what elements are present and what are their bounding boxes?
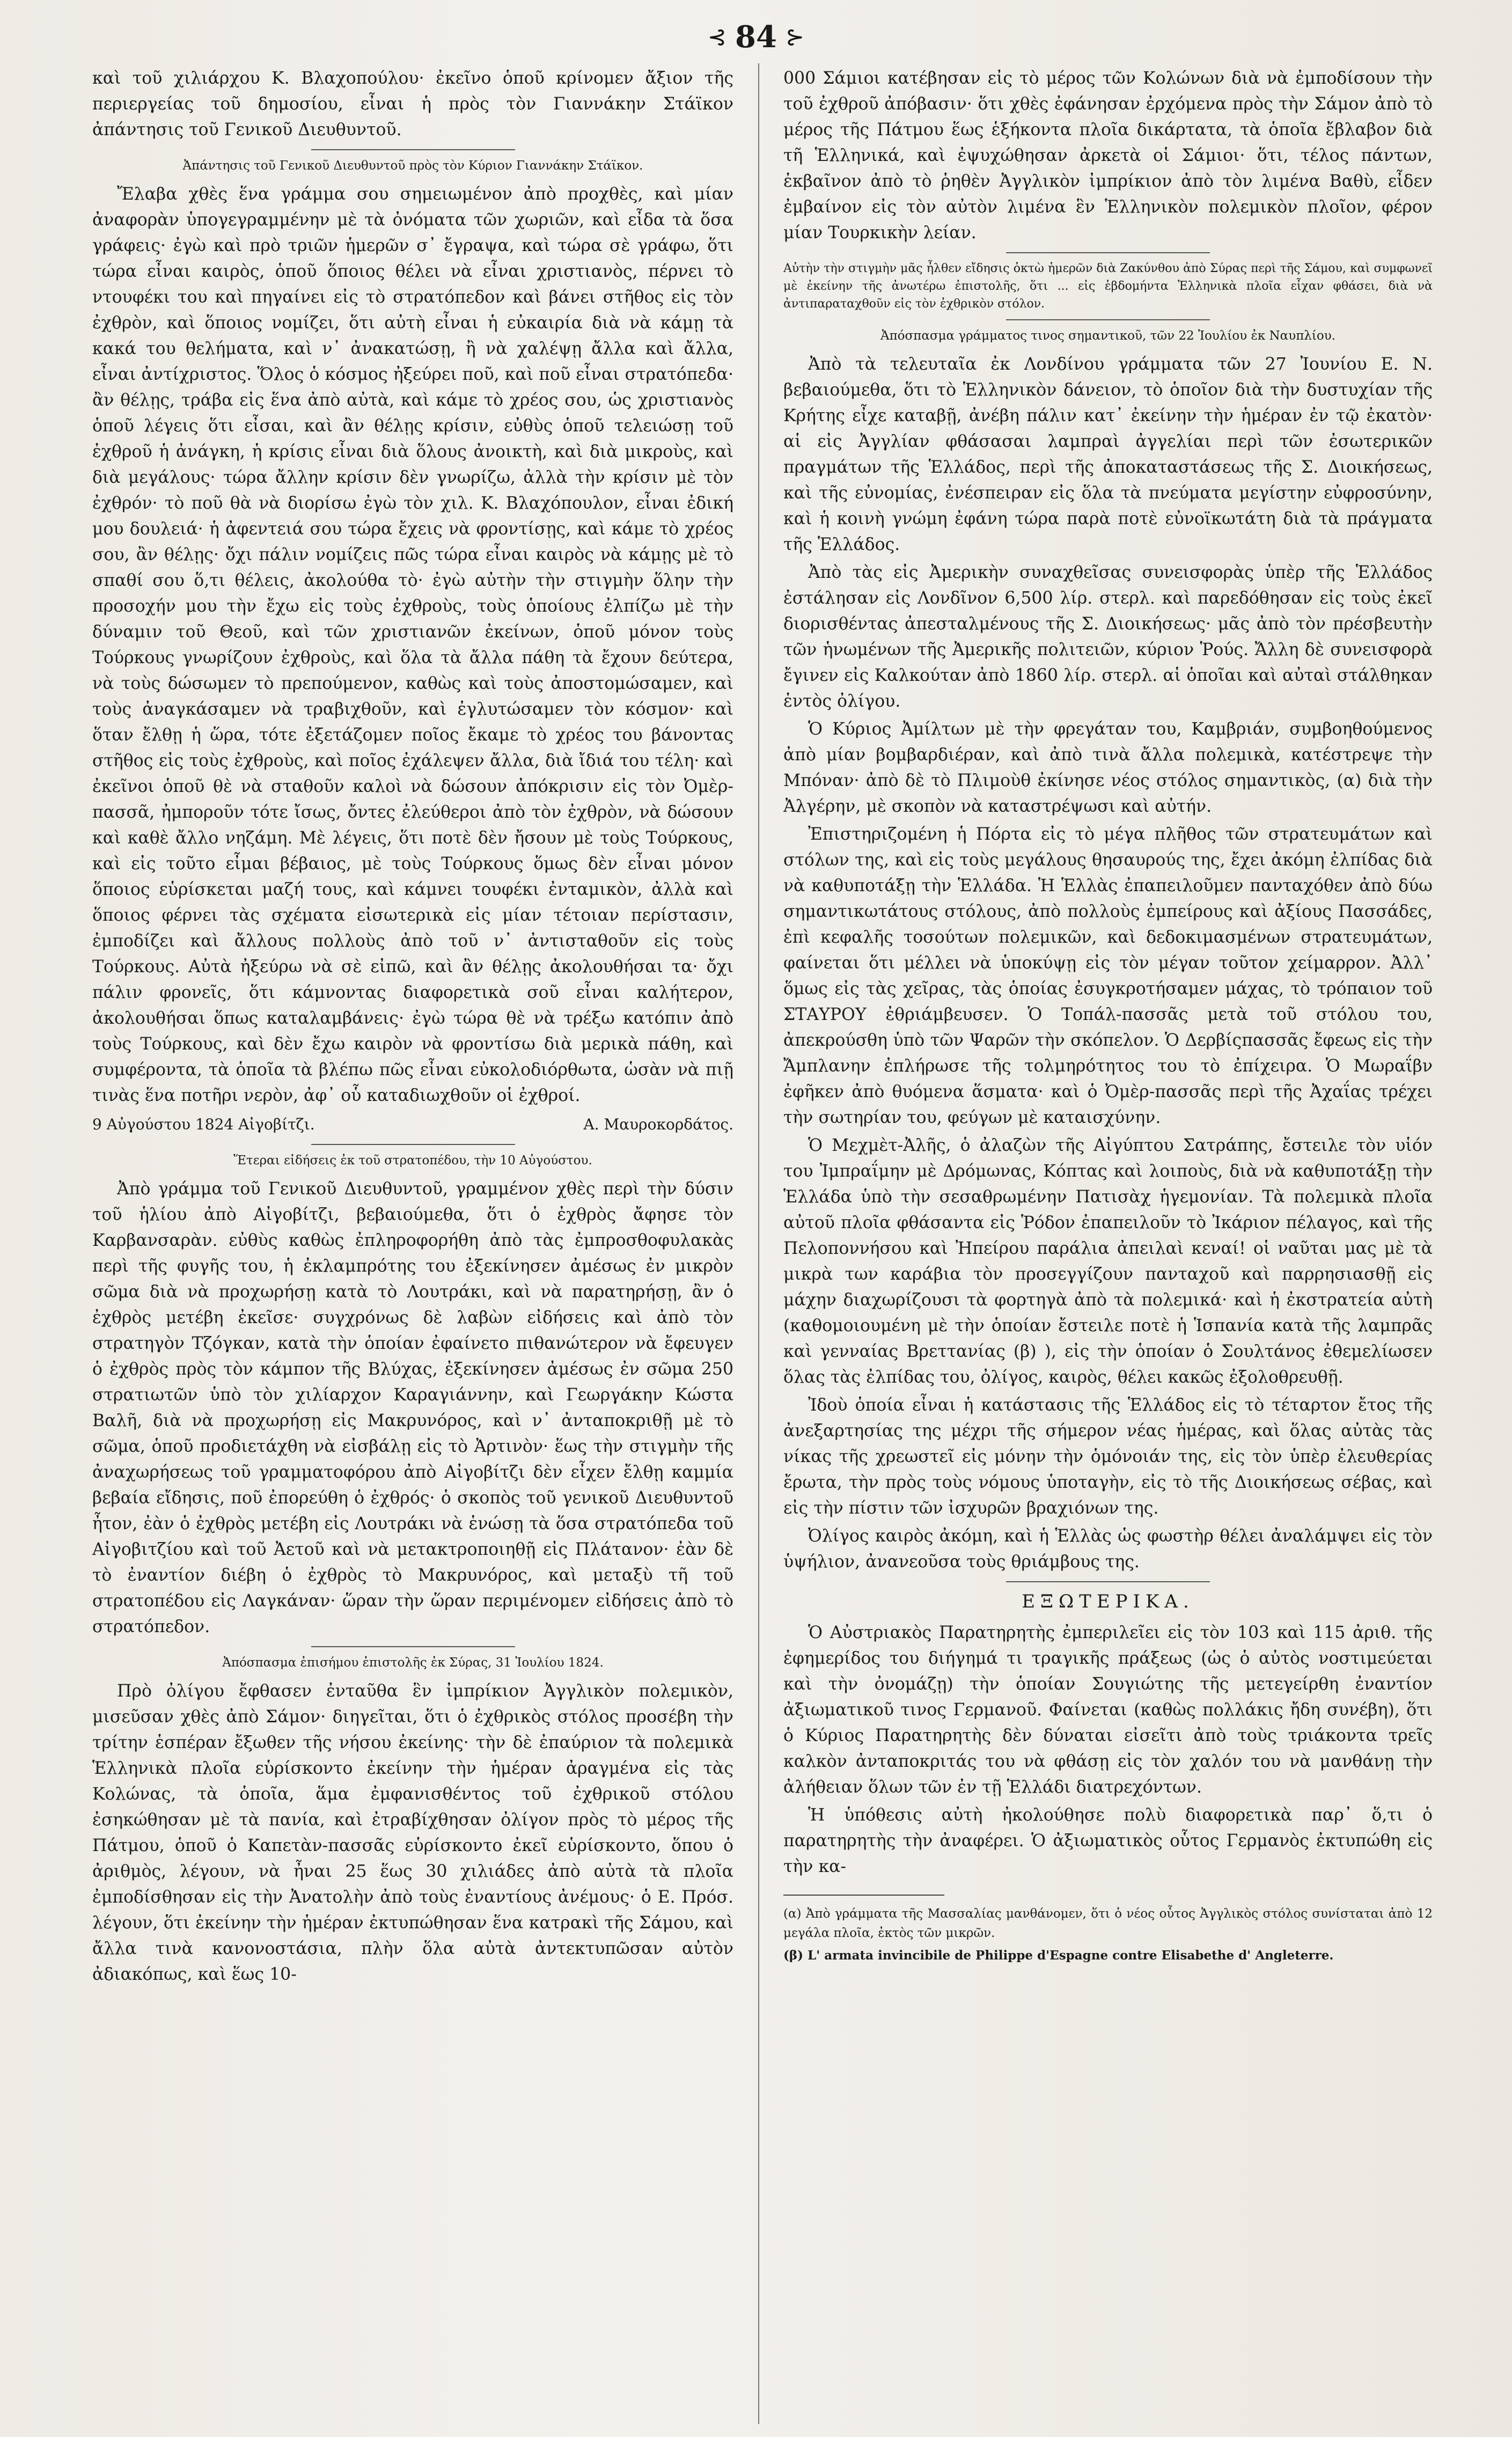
section-caption: Ἀπόσπασμα γράμματος τινος σημαντικοῦ, τῶν 22 Ἰουλίου ἐκ Ναυπλίου. bbox=[880, 329, 1336, 343]
section-rule bbox=[311, 1144, 515, 1145]
paragraph: Ὁ Μεχμὲτ-Ἀλῆς, ὁ ἀλαζὼν τῆς Αἰγύπτου Σατράπης, ἔστειλε τὸν υἱόν του Ἰμπραΐμην μὲ Δρόμωνας, Κόπτας καὶ λοιποὺς, διὰ νὰ καθυποτάξῃ τὴν Ἑλλάδα ὑπὸ τὴν σεσαθρωμένην Πατισὰχ ἡγεμονίαν. Τὰ πολεμικὰ πλοῖα αὐτοῦ πλοῖα φθάσαντα εἰς Ῥόδον ἐπαπειλοῦν τὸ Ἰκάριον πέλαγος, καὶ τῆς Πελοποννήσου καὶ Ἠπείρου παράλια ἀπειλαὶ κεναί! οἱ ναῦται μας μὲ τὰ μικρὰ των καράβια τὸν προσεγγίζουν πανταχοῦ καὶ παρρησιασθῇ εἰς μάχην διαχωρίζουσι τὰ φορτηγὰ ἀπὸ τὰ πολεμικά· καὶ ἡ ἐκστρατεία αὐτὴ (καθομοιουμένη μὲ τὴν ὁποίαν ἔστειλε ποτὲ ἡ Ἱσπανία κατὰ τῆς λαμπρᾶς καὶ γενναίας Βρεττανίας (β) ), εἰς τὴν ὁποίαν ὁ Σουλτάνος ἐθεμελίωσεν ὅλας τὰς ἐλπίδας του, ὀλίγος, καιρὸς, θέλει κακῶς ἐξολοθρευθῇ. bbox=[783, 1136, 1433, 1387]
section-rule bbox=[311, 1646, 515, 1647]
footnote-b bbox=[783, 1946, 1433, 1965]
paragraph: Ὁ Αὐστριακὸς Παρατηρητὴς ἐμπεριλεῖει εἰς τὸν 103 καὶ 115 ἀριθ. τῆς ἐφημερίδος του διήγημά τι τραγικῆς πράξεως (ὡς ὁ αὐτὸς νοστιμεύεται καὶ τὴν ὀνομάζῃ) τὴν ὁποίαν Σουγιώτης τῆς μετεγείρθη ἐναντίον ἀξιωματικοῦ τινος Γερμανοῦ. Φαίνεται (καθὼς πολλάκις ἤδη συνέβη), ὅτι ὁ Κύριος Παρατηρητὴς δὲν δύναται εἰσεῖτι ἀπὸ τοὺς τριάκοντα τρεῖς καλκὸν ἀνταποκριτάς του νὰ φθάσῃ εἰς τὸν χαλόν του νὰ μανθάνῃ τὴν ἀλήθειαν ὅλων τῶν ἐν τῇ Ἑλλάδι διατρεχόντων. bbox=[783, 1623, 1433, 1797]
section-caption: Ἀπόσπασμα ἐπισήμου ἐπιστολῆς ἐκ Σύρας, 31 Ἰουλίου 1824. bbox=[222, 1656, 604, 1670]
signature-line bbox=[92, 1112, 733, 1137]
signature-name: Α. Μαυροκορδάτος. bbox=[583, 1115, 733, 1133]
left-column bbox=[92, 65, 733, 2416]
right-column bbox=[783, 65, 1433, 2416]
signature-date: 9 Αὐγούστου 1824 Αἰγοβίτζι. bbox=[92, 1115, 315, 1133]
footnote-b-text: L' armata invincibile de Philippe d'Espagne contre Elisabethe d' Angleterre. bbox=[808, 1948, 1334, 1963]
paragraph: Πρὸ ὀλίγου ἔφθασεν ἐνταῦθα ἓν ἰμπρίκιον Ἀγγλικὸν πολεμικὸν, μισεῦσαν χθὲς ἀπὸ Σάμον· διηγεῖται, ὅτι ὁ ἐχθρικὸς στόλος προσέβη τὴν τρίτην ἑσπέραν ἔξωθεν τῆς νήσου ἐκείνης· τὴν δὲ ἐπαύριον τὰ πολεμικὰ Ἑλληνικὰ πλοῖα εὑρίσκοντο ἐκείνην τὴν ἡμέραν ἀραγμένα εἰς τὰς Κολώνας, τὰ ὁποῖα, ἅμα ἐμφανισθέντος τοῦ ἐχθρικοῦ στόλου ἐσηκώθησαν μὲ τὰ πανία, καὶ ἐτραβίχθησαν ὀλίγον πρὸς τὸ μέρος τῆς Πάτμου, ὁποῦ ὁ Καπετὰν-πασσᾶς εὑρίσκοντο ἐκεῖ εὑρίσκοντο, ὅπου ὁ ἀριθμὸς, λέγουν, νὰ ἦναι 25 ἕως 30 χιλιάδες ἀπὸ αὐτὰ τὰ πλοῖα ἐμποδίσθησαν εἰς τὴν Ἀνατολὴν ἀπὸ τοὺς ἐναντίους ἀνέμους· ὁ Ε. Πρόσ. λέγουν, ὅτι ἐκείνην τὴν ἡμέραν ἐκτυπώθησαν ἕνα κατρακὶ τῆς Σάμου, καὶ ἄλλα τινὰ κανονοστάσια, πλὴν ὅλα αὐτὰ ἀντεκτυπῶσαν αὐτὸν ἀδιακόπως, καὶ ἕως 10- bbox=[92, 1682, 733, 1984]
column-divider bbox=[758, 63, 759, 2424]
section-caption: Ἕτεραι εἰδήσεις ἐκ τοῦ στρατοπέδου, τὴν 10 Αὐγούστου. bbox=[233, 1154, 592, 1168]
section-rule bbox=[1006, 252, 1210, 253]
paragraph: Ἀπὸ τὰ τελευταῖα ἐκ Λονδίνου γράμματα τῶν 27 Ἰουνίου Ε. Ν. βεβαιούμεθα, ὅτι τὸ Ἑλληνικὸν δάνειον, τὸ ὁποῖον διὰ τὴν δυστυχίαν τῆς Κρήτης εἶχε καταβῇ, ἀνέβη πάλιν κατ᾽ ἐκείνην τὴν ἡμέραν ἐν τῷ ἐκατὸν· αἱ εἰς Ἀγγλίαν φθάσασαι λαμπραὶ ἀγγελίαι περὶ τῶν ἐσωτερικῶν πραγμάτων τῆς Ἑλλάδος, περὶ τῆς ἀποκαταστάσεως τῆς Σ. Διοικήσεως, καὶ τῆς εὐνομίας, ἐνέσπειραν εἰς ὅλα τὰ πνεύματα μεγίστην εὐφροσύνην, καὶ ἡ κοινὴ γνώμη ἐφάνη τώρα παρὰ ποτὲ εὐνοϊκωτάτη διὰ τὰ πράγματα τῆς Ἑλλάδος. bbox=[783, 355, 1433, 554]
section-rule bbox=[311, 149, 515, 150]
section-caption: Ἀπάντησις τοῦ Γενικοῦ Διευθυντοῦ πρὸς τὸν Κύριον Γιαννάκην Στάϊκον. bbox=[182, 159, 643, 173]
footnote-rule bbox=[783, 1895, 944, 1896]
page-number: 84 bbox=[735, 19, 777, 55]
page-header bbox=[0, 18, 1512, 56]
footnote-a: (α) Ἀπὸ γράμματα τῆς Μασσαλίας μανθάνομεν, ὅτι ὁ νέος οὗτος Ἀγγλικὸς στόλος συνίσταται ἀπὸ 12 μεγάλα πλοῖα, ἐκτὸς τῶν μικρῶν. bbox=[783, 1907, 1433, 1940]
news-note: Αὐτὴν τὴν στιγμὴν μᾶς ἦλθεν εἴδησις ὀκτὼ ἡμερῶν διὰ Ζακύνθου ἀπὸ Σύρας περὶ τῆς Σάμου, καὶ συμφωνεῖ μὲ ἐκείνην τῆς ἀνωτέρω ἐπιστολῆς, ὅτι ... εἰς ἑβδομήντα Ἑλληνικὰ πλοῖα εἶχαν φθάσει, διὰ νὰ ἀντιπαραταχθοῦν εἰς τὸν ἐχθρικὸν στόλον. bbox=[783, 262, 1433, 311]
paragraph: Ἐπιστηριζομένη ἡ Πόρτα εἰς τὸ μέγα πλῆθος τῶν στρατευμάτων καὶ στόλων της, καὶ εἰς τοὺς μεγάλους θησαυρούς της, ἔχει ἀκόμη ἐλπίδας διὰ νὰ καθυποτάξῃ τὴν Ἑλλάδα. Ἡ Ἑλλὰς ἐπαπειλοῦμεν πανταχόθεν ἀπὸ δύω σημαντικωτάτους στόλους, ἀπὸ πολλοὺς ἐμπείρους καὶ ἀξίους Πασσάδες, ἐπὶ κεφαλῆς τοσούτων πολεμικῶν, καὶ δεδοκιμασμένων στρατευμάτων, φαίνεται ὅτι μέλλει νὰ ὑποκύψῃ εἰς τὸν μέγαν τοῦτον χείμαρρον. Ἀλλ᾽ ὅμως εἰς τὰς χεῖρας, τὰς ὁποίας ἐσυγκροτήσαμεν μάχας, τὸ τρόπαιον τοῦ ΣΤΑΥΡΟΥ ἐθριάμβευσεν. Ὁ Τοπάλ-πασσᾶς μετὰ τοῦ στόλου του, ἀπεκρούσθη ὑπὸ τῶν Ψαρῶν τὴν σκόπελον. Ὁ Δερβίςπασσᾶς ἔφεως εἰς τὴν Ἄμπλανην ἐπλήρωσε τῆς τολμηρότητος του τὸ ἐπίχειρα. Ὁ Μωραΐβν ἐφῆκεν ἀπὸ θυόμενα ἅσματα· καὶ ὁ Ὀμὲρ-πασσᾶς περὶ τῆς Ἀχαΐας τρέχει τὴν σωτηρίαν του, φεύγων μὲ καταισχύνην. bbox=[783, 825, 1433, 1127]
paragraph: Ἡ ὑπόθεσις αὐτὴ ἠκολούθησε πολὺ διαφορετικὰ παρ᾽ ὅ,τι ὁ παρατηρητὴς τὴν ἀναφέρει. Ὁ ἀξιωματικὸς οὗτος Γερμανὸς ἐκτυπώθη εἰς τὴν κα- bbox=[783, 1805, 1433, 1876]
paragraph: 000 Σάμιοι κατέβησαν εἰς τὸ μέρος τῶν Κολώνων διὰ νὰ ἐμποδίσουν τὴν τοῦ ἐχθροῦ ἀπόβασιν· ὅτι χθὲς ἐφάνησαν ἐρχόμενα πρὸς τὴν Σάμον ἀπὸ τὸ μέρος τῆς Πάτμου ἕως ἑξήκοντα πλοῖα δικάρτατα, τὰ ὁποῖα ἔβλαβον διὰ τῆ Ἑλληνικά, καὶ ἐψυχώθησαν ἀρκετὰ οἱ Σάμιοι· ὅτι, τέλος πάντων, ἐκβαῖνον ἀπὸ τὸ ῥηθὲν Ἀγγλικὸν ἰμπρίκιον ἀπὸ τὸν λιμένα Βαθὺ, εἶδεν ἐμβαίνον εἰς τὸν αὐτὸν λιμένα ἓν Ἑλληνικὸν πολεμικὸν πλοῖον, φέρον μίαν Τουρκικὴν λείαν. bbox=[783, 69, 1433, 243]
section-rule bbox=[1006, 1581, 1210, 1582]
paragraph: Ἀπὸ γράμμα τοῦ Γενικοῦ Διευθυντοῦ, γραμμένον χθὲς περὶ τὴν δύσιν τοῦ ἡλίου ἀπὸ Αἰγοβίτζι, βεβαιούμεθα, ὅτι ὁ ἐχθρὸς ἄφησε τὸν Καρβανσαρὰν. εὐθὺς καθὼς ἐπληροφορήθη ἀπὸ τὰς ἐμπροσθοφυλακὰς περὶ τῆς φυγῆς του, ἡ ἐκλαμπρότης του ἐξεκίνησεν ἀμέσως ἐν μικρὸν σῶμα διὰ νὰ προχωρήσῃ κατὰ τὸ Λουτράκι, καὶ νὰ παρατηρήσῃ, ἂν ὁ ἐχθρὸς μετέβη ἐκεῖσε· συγχρόνως δὲ λαβὼν εἰδήσεις καὶ ἀπὸ τὸν στρατηγὸν Τζόγκαν, κατὰ τὴν ὁποίαν ἐφαίνετο πιθανώτερον νὰ ἔφευγεν ὁ ἐχθρὸς πρὸς τὸν κάμπον τῆς Βλύχας, ἐξεκίνησεν ἀμέσως ἐν σῶμα 250 στρατιωτῶν ὑπὸ τὸν χιλίαρχον Καραγιάννην, καὶ Γεωργάκην Κώστα Βαλῆ, διὰ νὰ προχωρήσῃ εἰς Μακρυνόρος, καὶ ν᾽ ἀνταποκριθῇ μὲ τὸ σῶμα, ὁποῦ προδιετάχθη νὰ εἰσβάλῃ εἰς τὸ Ἀρτινὸν· ἕως τὴν στιγμὴν τῆς ἀναχωρήσεως τοῦ γραμματοφόρου ἀπὸ Αἰγοβίτζι δὲν εἶχεν ἔλθῃ καμμία βεβαία εἴδησις, ποῦ ἐπορεύθη ὁ ἐχθρός· ὁ σκοπὸς τοῦ γενικοῦ Διευθυντοῦ ἦτον, ἐὰν ὁ ἐχθρὸς μετέβη εἰς Λουτράκι νὰ ἑνώσῃ τὰ ὅσα στρατόπεδα τοῦ Αἰγοβιτζίου καὶ τοῦ Ἀετοῦ καὶ νὰ μετακτροποιηθῇ εἰς Πλάτανον· ἐὰν δὲ τὸ ἐναντίον διέβη ὁ ἐχθρὸς τὸ Μακρυνόρος, καὶ μεταξὺ τῆ τοῦ στρατοπέδου εἰς Λαγκάναν· ὥραν τὴν ὥραν περιμένομεν εἰδήσεις ἀπὸ τὸ στρατόπεδον. bbox=[92, 1179, 733, 1636]
paragraph: Ὀλίγος καιρὸς ἀκόμη, καὶ ἡ Ἑλλὰς ὡς φωστὴρ θέλει ἀναλάμψει εἰς τὸν ὑψήλιον, ἀνανεοῦσα τοὺς θριάμβους της. bbox=[783, 1526, 1433, 1572]
paragraph: Ὁ Κύριος Ἀμίλτων μὲ τὴν φρεγάταν του, Καμβριάν, συμβοηθούμενος ἀπὸ μίαν βομβαρδιέραν, καὶ ἀπὸ τινὰ ἄλλα πολεμικὰ, κατέστρεψε τὴν Μπόναν· ἀπὸ δὲ τὸ Πλιμοὺθ ἐκίνησε νέος στόλος σημαντικὸς, (α) διὰ τὴν Ἀλγέρην, μὲ σκοπὸν νὰ καταστρέψωσι καὶ αὐτήν. bbox=[783, 720, 1433, 816]
section-heading: ΕΞΩΤΕΡΙΚΑ. bbox=[1022, 1591, 1194, 1612]
paragraph: καὶ τοῦ χιλιάρχου Κ. Βλαχοπούλου· ἐκεῖνο ὁποῦ κρίνομεν ἄξιον τῆς περιεργείας τοῦ δημοσίου, εἶναι ἡ πρὸς τὸν Γιαννάκην Στάϊκον ἀπάντησις τοῦ Γενικοῦ Διευθυντοῦ. bbox=[92, 69, 733, 140]
paragraph: Ἀπὸ τὰς εἰς Ἀμερικὴν συναχθεῖσας συνεισφορὰς ὑπὲρ τῆς Ἑλλάδος ἐστάλησαν εἰς Λονδῖνον 6,500 λίρ. στερλ. καὶ παρεδόθησαν εἰς τοὺς ἐκεῖ διορισθέντας ἀπεσταλμένους τῆς Σ. Διοικήσεως· μᾶς ἀπὸ τὸν πρέσβευτὴν τῶν ἡνωμένων τῆς Ἀμερικῆς πολιτειῶν, κύριον Ῥούς. Ἄλλη δὲ συνεισφορὰ ἔγινεν εἰς Καλκούταν ἀπὸ 1860 λίρ. στερλ. αἱ ὁποῖαι καὶ αὐταὶ στάλθηκαν ἐντὸς ὀλίγου. bbox=[783, 563, 1433, 711]
ornament-left-icon: ⊰ bbox=[707, 24, 727, 50]
paragraph: Ἔλαβα χθὲς ἕνα γράμμα σου σημειωμένον ἀπὸ προχθὲς, καὶ μίαν ἀναφορὰν ὑπογεγραμμένην μὲ τὰ ὀνόματα τῶν χωριῶν, καὶ εἶδα τὰ ὅσα γράφεις· ἐγὼ καὶ πρὸ τριῶν ἡμερῶν σ᾽ ἔγραψα, καὶ τώρα σὲ γράφω, ὅτι τώρα εἶναι καιρὸς, ὁποῦ ὅποιος θέλει νὰ εἶναι χριστιανὸς, πέρνει τὸ ντουφέκι του καὶ πηγαίνει εἰς τὸ στρατόπεδον καὶ βάνει στῆθος εἰς τὸν ἐχθρὸν, καὶ ὅποιος νομίζει, ὅτι αὐτὴ εἶναι ἡ εὐκαιρία διὰ νὰ κάμῃ τὰ κακά του θελήματα, καὶ ν᾽ ἀνακατώσῃ, ἢ νὰ χαλέψῃ ἄλλα καὶ ἄλλα, εἶναι ἀντίχριστος. Ὅλος ὁ κόσμος ἠξεύρει ποῦ, καὶ ποῦ εἶναι στρατόπεδα· ἂν θέλῃς, τράβα εἰς ἕνα ἀπὸ αὐτὰ, καὶ κάμε τὸ χρέος σου, ὡς χριστιανὸς ὁποῦ λέγεις ὅτι εἶσαι, καὶ ἂν θέλῃς κρίσιν, εὐθὺς ὁποῦ τελειώσῃ τοῦ ἐχθροῦ ἡ ἀνάγκη, ἡ κρίσις εἶναι διὰ ὅλους ἀνοικτὴ, καὶ διὰ μικροὺς, καὶ διὰ μεγάλους· τώρα ἄλλην κρίσιν δὲν γνωρίζω, ἀλλὰ τὴν κρίσιν μὲ τὸν ἐχθρόν· τὸ ποῦ θὰ νὰ διορίσω ἐγὼ τὸν χιλ. Κ. Βλαχόπουλον, εἶναι ἐδική μου δουλειά· ἡ ἀφεντειά σου τώρα ἔχεις νὰ φροντίσῃς, καὶ κάμε τὸ χρέος σου, ἂν θέλῃς· ὄχι πάλιν νομίζεις πῶς τώρα εἶναι καιρὸς νὰ κάμῃς μὲ τὸ σπαθί σου ὅ,τι θέλεις, ἀκολούθα τὸ· ἐγὼ αὐτὴν τὴν στιγμὴν ὅλην τὴν προσοχήν μου τὴν ἔχω εἰς τοὺς ἐχθροὺς, τοὺς ὁποίους ἐλπίζω μὲ τὴν δύναμιν τοῦ Θεοῦ, καὶ τῶν χριστιανῶν ἐκείνων, ὁποῦ μόνον τοὺς Τούρκους γνωρίζουν ἐχθροὺς, καὶ ὅλα τὰ ἄλλα πάθη τὰ ἔχουν δεύτερα, νὰ τοὺς δώσωμεν τὸ πρεπούμενον, καθὼς καὶ τοὺς ἀποστομώσαμεν, καὶ τοὺς ἀναγκάσαμεν νὰ τραβιχθοῦν, καὶ ἐγλυτώσαμεν τὸν κόσμον· καὶ ὅταν ἔλθῃ ἡ ὥρα, τότε ἐξετάζομεν ποῖος ἔκαμε τὸ χρέος του βάνοντας στῆθος εἰς τοὺς ἐχθροὺς, καὶ ποῖος ἐχάλεψεν ἄλλα, διὰ ἴδιά του τέλη· καὶ ἐκεῖνοι ὁποῦ θὲ νὰ σταθοῦν καλοὶ νὰ δώσουν ἀπόκρισιν εἰς τὸν Ὀμὲρ-πασσᾶ, ἠμποροῦν τότε ἴσως, ὄντες ἐλεύθεροι ἀπὸ τὸν ἐχθρὸν, νὰ δώσουν καὶ καθὲ ἄλλο νηζάμη. Μὲ λέγεις, ὅτι ποτὲ δὲν ἤσουν μὲ τοὺς Τούρκους, καὶ εἰς τοῦτο εἶμαι βέβαιος, μὲ τοὺς Τούρκους ὅμως δὲν εἶναι μόνον ὅποιος εὑρίσκεται μαζή τους, καὶ κάμνει τουφέκι ἐνταμικὸν, ἀλλὰ καὶ ὅποιος φέρνει τὰς σχέματα εἰσωτερικὰ εἰς μίαν τέτοιαν περίστασιν, ἐμποδίζει καὶ ἄλλους πολλοὺς ἀπὸ τοῦ ν᾽ ἀντισταθοῦν εἰς τοὺς Τούρκους. Αὐτὰ ἠξεύρω νὰ σὲ εἰπῶ, καὶ ἂν θέλῃς ἀκολουθήσαι τα· ὄχι πάλιν φρονεῖς, ὅτι κάμνοντας διαφορετικὰ σοῦ εἶναι καλήτερον, ἀκολουθήσαι ὅπως καταλαμβάνεις· ἐγὼ τώρα θὲ νὰ τρέξω κατόπιν ἀπὸ τοὺς Τούρκους, καὶ δὲν ἔχω καιρὸν νὰ φροντίσω διὰ μερικὰ πάθη, καὶ συμφέροντα, τὰ ὁποῖα τὰ βλέπω πῶς εἶναι εὐκολοδιόρθωτα, ὡσὰν νὰ πιῇ τινὰς ἕνα ποτῆρι νερὸν, ἀφ᾽ οὗ καταδιωχθοῦν οἱ ἐχθροί. bbox=[92, 185, 733, 1105]
paragraph: Ἰδοὺ ὁποία εἶναι ἡ κατάστασις τῆς Ἑλλάδος εἰς τὸ τέταρτον ἔτος τῆς ἀνεξαρτησίας της μέχρι τῆς σήμερον νέας ἡμέρας, καὶ ὅλας αὐτὰς τὰς νίκας τῆς χρεωστεῖ εἰς μόνην τὴν ὁμόνοιάν της, εἰς τὸν ὑπὲρ ἐλευθερίας ἔρωτα, τὴν πρὸς τοὺς νόμους ὑποταγὴν, εἰς τὸ τῆς Διοικήσεως σέβας, καὶ εἰς τὴν πίστιν τῶν ἰσχυρῶν βραχιόνων της. bbox=[783, 1396, 1433, 1518]
section-rule bbox=[1006, 319, 1210, 320]
ornament-right-icon: ⊱ bbox=[785, 24, 805, 50]
footnote-b-label: (β) bbox=[783, 1948, 804, 1963]
